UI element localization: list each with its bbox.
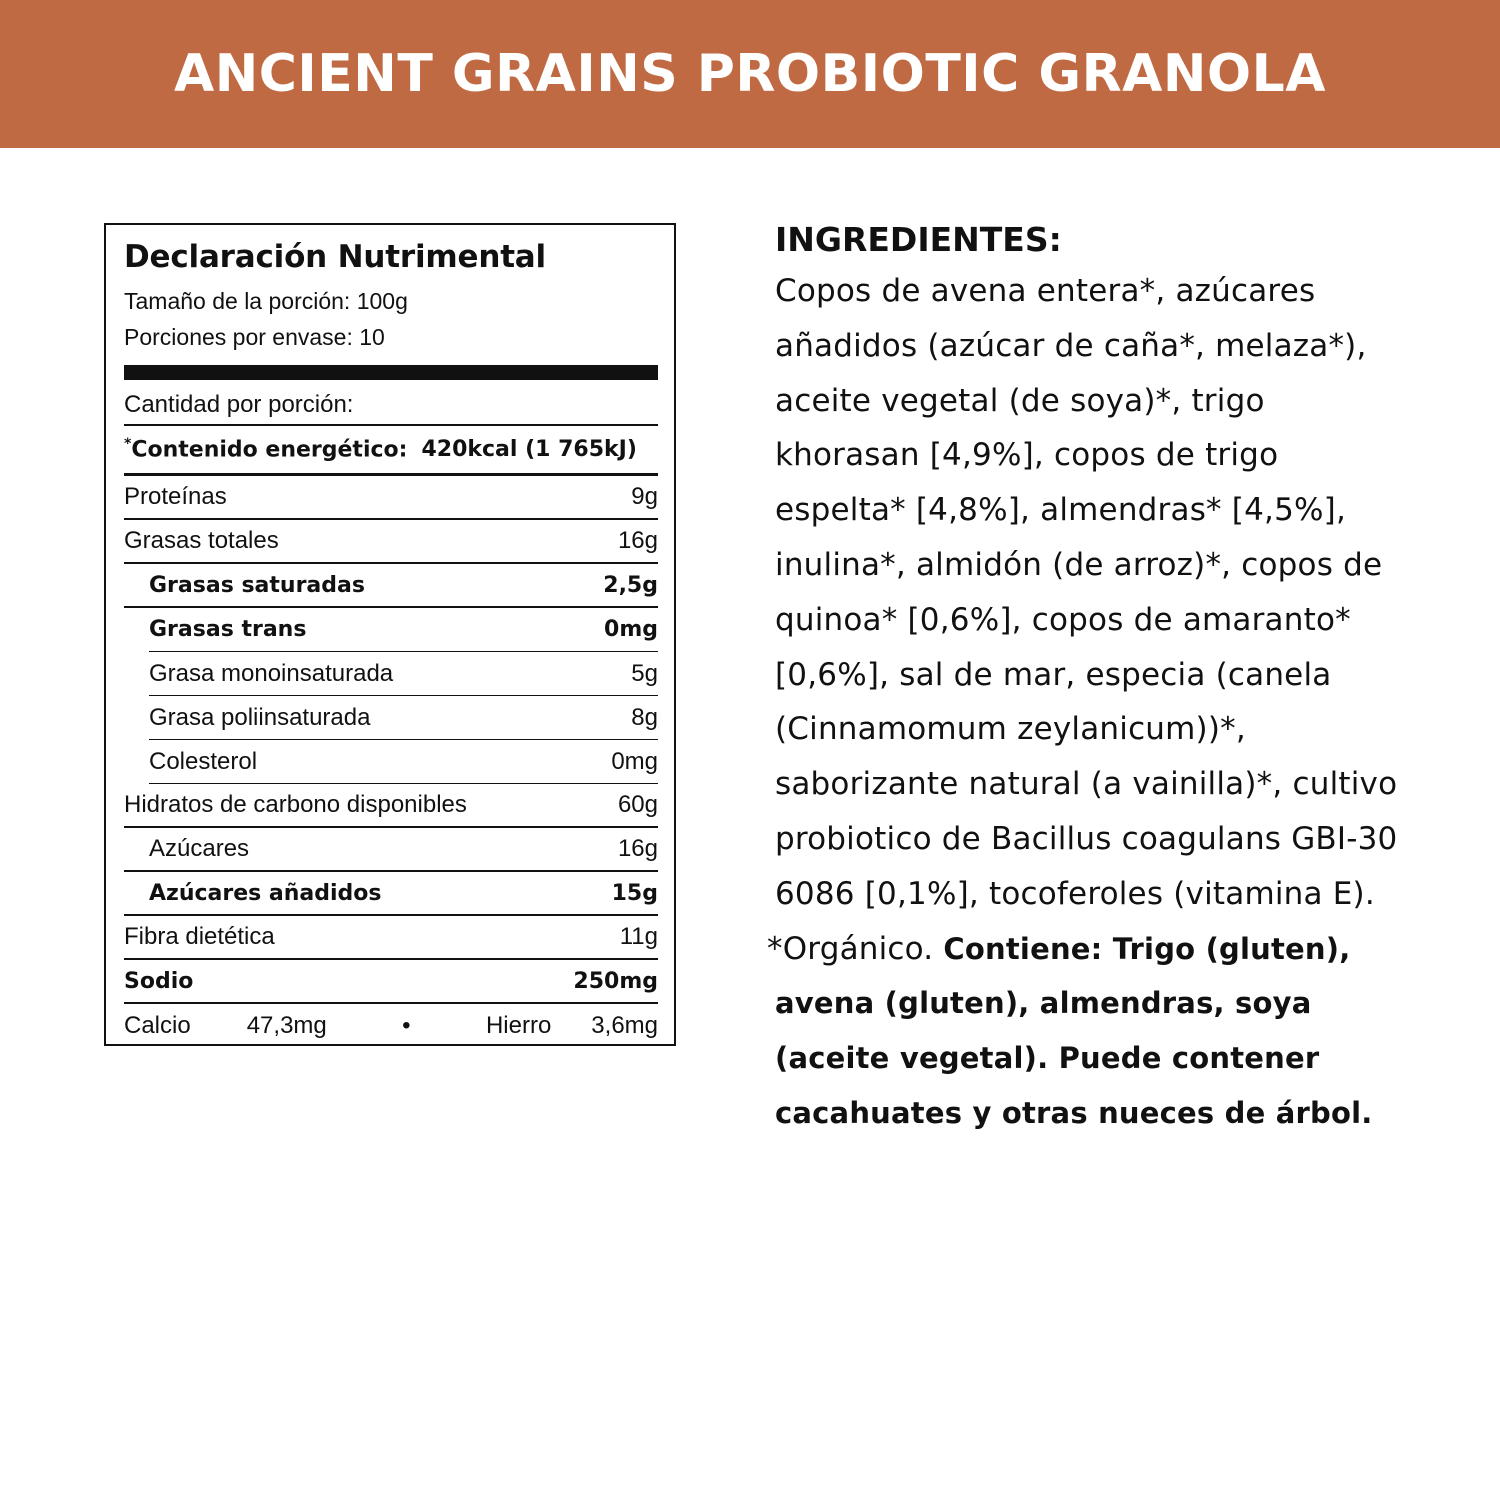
amount-per-serving: Cantidad por porción:: [124, 391, 354, 418]
nutrient-value: 15g: [611, 880, 658, 906]
nutrient-label: Grasa monoinsaturada: [149, 659, 394, 687]
energy-label: Contenido energético:: [131, 437, 408, 463]
thick-divider: [124, 365, 658, 380]
nutrient-value: 5g: [631, 659, 658, 687]
nutrient-row: [149, 608, 658, 652]
nutrient-row: [124, 564, 658, 608]
ingredients-text: Copos de avena entera*, azúcares añadidos (azúcar de caña*, melaza*), aceite vegetal (de soya)*, trigo khorasan [4,9%], copos de trigo espelta* [4,8%], almendras* [4,5%], inulina*, almidón (de arroz)*, copos de quinoa* [0,6%], copos de amaranto* [0,6%], sal de mar, especia (canela (Cinnamomum zeylanicum))*, saborizante natural (a vainilla)*, cultivo probiotico de Bacillus coagulans GBI-30 6086 [0,1%], tocoferoles (vitamina E).: [775, 273, 1398, 912]
nutrient-label: Colesterol: [149, 747, 258, 775]
nutrient-value: 11g: [619, 923, 658, 950]
nutrient-row: [149, 740, 658, 784]
nutrient-value: 250mg: [573, 968, 658, 994]
nutrient-label: Grasas trans: [149, 617, 307, 642]
serving-size: Tamaño de la porción: 100g: [124, 288, 408, 314]
nutrient-label: Azúcares: [149, 835, 250, 862]
nutrient-label: Grasas totales: [124, 527, 279, 554]
nutrient-row: [124, 476, 658, 520]
nutrient-row: [124, 916, 658, 960]
nutrient-row: [149, 696, 658, 740]
nutrient-label: Grasas saturadas: [149, 572, 365, 598]
nutrient-value: 9g: [631, 483, 658, 510]
energy-row: [124, 426, 658, 476]
title-banner: [0, 0, 1500, 148]
nutrient-row: [124, 872, 658, 916]
ingredients-section: [767, 216, 1415, 1141]
nutrition-facts-panel: [104, 223, 676, 1046]
nutrient-row: [124, 960, 658, 1004]
iron-value: 3,6mg: [591, 1012, 658, 1039]
nutrient-label: Azúcares añadidos: [149, 880, 382, 906]
organic-note: *Orgánico.: [767, 930, 934, 967]
nutrient-label: Proteínas: [124, 483, 227, 510]
nutrient-label: Fibra dietética: [124, 923, 275, 950]
product-title: ANCIENT GRAINS PROBIOTIC GRANOLA: [174, 44, 1326, 104]
nutrition-title: Declaración Nutrimental: [124, 239, 546, 275]
nutrient-value: 8g: [631, 703, 658, 731]
nutrient-label: Sodio: [124, 968, 194, 994]
nutrient-value: 2,5g: [603, 572, 658, 598]
nutrient-row: [149, 652, 658, 696]
nutrient-row: [124, 784, 658, 828]
servings-per-container: Porciones por envase: 10: [124, 324, 385, 350]
nutrient-value: 0mg: [604, 617, 658, 642]
minerals-row: [124, 1004, 658, 1048]
nutrient-label: Grasa poliinsaturada: [149, 703, 371, 731]
ingredients-title: INGREDIENTES:: [775, 220, 1062, 259]
nutrient-value: 0mg: [611, 747, 658, 775]
bullet-separator: •: [402, 1012, 411, 1039]
energy-mark: *: [124, 436, 132, 453]
nutrient-row: [124, 828, 658, 872]
nutrient-value: 16g: [617, 527, 658, 554]
energy-value: 420kcal (1 765kJ): [421, 437, 637, 462]
calcium-value: 47,3mg: [246, 1012, 327, 1039]
allergen-statement: Contiene: Trigo (gluten), avena (gluten), almendras, soya (aceite vegetal). Puede contener cacahuates y otras nueces de árbol.: [775, 931, 1373, 1130]
nutrient-value: 16g: [617, 835, 658, 862]
iron-label: Hierro: [485, 1012, 552, 1039]
nutrient-value: 60g: [617, 791, 658, 818]
nutrient-row: [124, 520, 658, 564]
nutrient-label: Hidratos de carbono disponibles: [124, 791, 467, 818]
calcium-label: Calcio: [124, 1012, 191, 1039]
amount-per-serving-row: [124, 386, 658, 426]
